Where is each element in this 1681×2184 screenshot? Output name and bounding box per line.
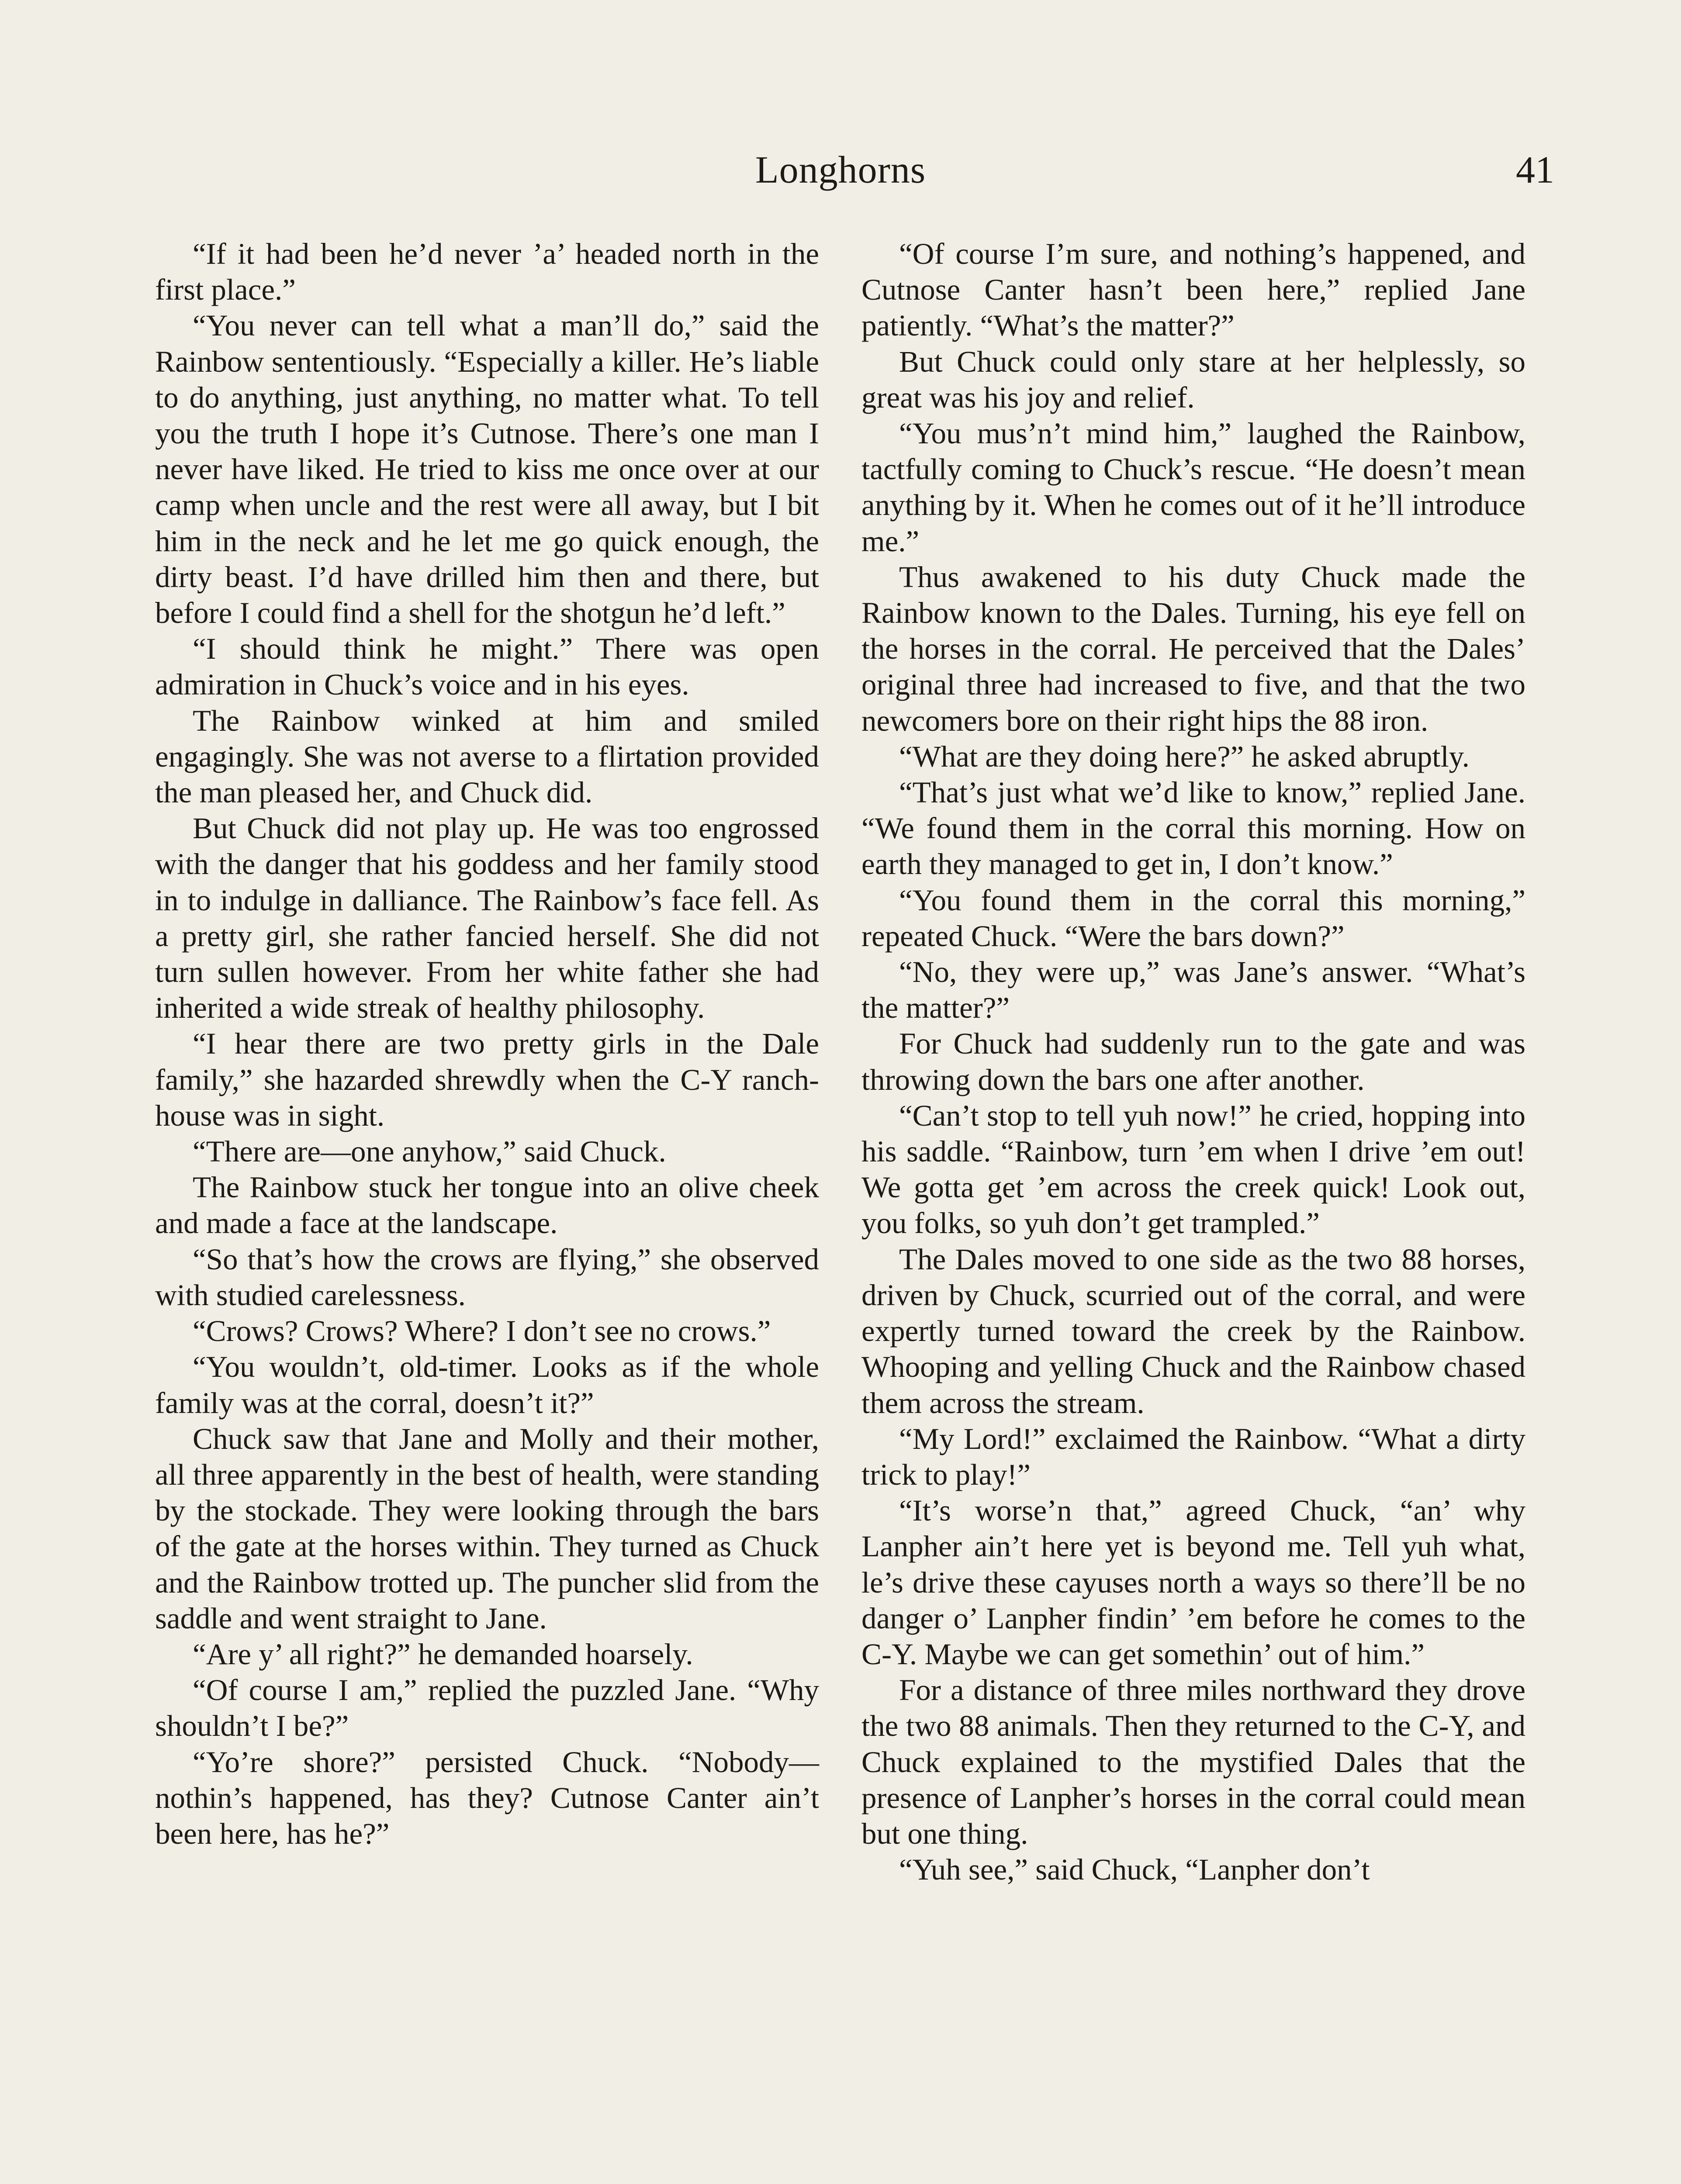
paragraph: The Dales moved to one side as the two 88 horses, driven by Chuck, scurried out of the corral, and were expertly turned toward the creek by the Rainbow. Whooping and yelling Chuck and the Rainbow chased them across the stream.	[861, 1242, 1525, 1420]
running-title: Longhorns	[755, 149, 926, 191]
paragraph: The Rainbow winked at him and smiled engagingly. She was not averse to a flirtation provided the man pleased her, and Chuck did.	[155, 704, 819, 809]
page-header	[0, 144, 1681, 197]
paragraph: “There are—one anyhow,” said Chuck.	[193, 1135, 666, 1168]
paragraph: “I hear there are two pretty girls in the Dale family,” she hazarded shrewdly when the C-Y ranch-house was in sight.	[155, 1027, 819, 1132]
paragraph: “Can’t stop to tell yuh now!” he cried, hopping into his saddle. “Rainbow, turn ’em when I drive ’em out! We gotta get ’em across the creek quick! Look out, you folks, so yuh don’t get trampled.”	[861, 1099, 1525, 1240]
paragraph: “It’s worse’n that,” agreed Chuck, “an’ why Lanpher ain’t here yet is beyond me. Tell yuh what, le’s drive these cayuses north a ways so there’ll be no danger o’ Lanpher findin’ ’em before he comes to the C-Y. Maybe we can get somethin’ out of him.”	[861, 1494, 1525, 1671]
paragraph: For a distance of three miles northward they drove the two 88 animals. Then they returned to the C-Y, and Chuck explained to the mystified Dales that the presence of Lanpher’s horses in the corral could mean but one thing.	[861, 1673, 1525, 1850]
left-column	[155, 236, 819, 1852]
paragraph: “Of course I am,” replied the puzzled Jane. “Why shouldn’t I be?”	[155, 1673, 819, 1743]
paragraph: “If it had been he’d never ’a’ headed north in the first place.”	[155, 237, 819, 307]
paragraph: For Chuck had suddenly run to the gate and was throwing down the bars one after another.	[861, 1027, 1525, 1096]
paragraph: Thus awakened to his duty Chuck made the Rainbow known to the Dales. Turning, his eye fell on the horses in the corral. He perceived that the Dales’ original three had increased to five, and that the two newcomers bore on their right hips the 88 iron.	[861, 560, 1525, 737]
paragraph: “That’s just what we’d like to know,” replied Jane. “We found them in the corral this morning. How on earth they managed to get in, I don’t know.”	[861, 776, 1525, 881]
page-number: 41	[1516, 149, 1554, 191]
paragraph: Chuck saw that Jane and Molly and their mother, all three apparently in the best of health, were standing by the stockade. They were looking through the bars of the gate at the horses within. They turned as Chuck and the Rainbow trotted up. The puncher slid from the saddle and went straight to Jane.	[155, 1422, 819, 1635]
paragraph: “My Lord!” exclaimed the Rainbow. “What a dirty trick to play!”	[861, 1422, 1525, 1491]
paragraph: “So that’s how the crows are flying,” she observed with studied carelessness.	[155, 1242, 819, 1312]
paragraph: “You mus’n’t mind him,” laughed the Rainbow, tactfully coming to Chuck’s rescue. “He doesn’t mean anything by it. When he comes out of it he’ll introduce me.”	[861, 417, 1525, 558]
paragraph: But Chuck did not play up. He was too engrossed with the danger that his goddess and her family stood in to indulge in dalliance. The Rainbow’s face fell. As a pretty girl, she rather fancied herself. She did not turn sullen however. From her white father she had inherited a wide streak of healthy philosophy.	[155, 812, 819, 1025]
paragraph: “Yuh see,” said Chuck, “Lanpher don’t	[899, 1853, 1370, 1887]
paragraph: “Are y’ all right?” he demanded hoarsely.	[193, 1637, 693, 1671]
paragraph: “I should think he might.” There was open admiration in Chuck’s voice and in his eyes.	[155, 632, 819, 702]
paragraph: “Crows? Crows? Where? I don’t see no crows.”	[193, 1314, 771, 1348]
paragraph: “No, they were up,” was Jane’s answer. “What’s the matter?”	[861, 955, 1525, 1025]
paragraph: “Yo’re shore?” persisted Chuck. “Nobody—nothin’s happened, has they? Cutnose Canter ain’t been here, has he?”	[155, 1745, 819, 1850]
paragraph: “You wouldn’t, old-timer. Looks as if the whole family was at the corral, doesn’t it?”	[155, 1350, 819, 1420]
paragraph: “You never can tell what a man’ll do,” said the Rainbow sententiously. “Especially a killer. He’s liable to do anything, just anything, no matter what. To tell you the truth I hope it’s Cutnose. There’s one man I never have liked. He tried to kiss me once over at our camp when uncle and the rest were all away, but I bit him in the neck and he let me go quick enough, the dirty beast. I’d have drilled him then and there, but before I could find a shell for the shotgun he’d left.”	[155, 309, 819, 630]
paragraph: But Chuck could only stare at her helplessly, so great was his joy and relief.	[861, 345, 1525, 414]
paragraph: “You found them in the corral this morning,” repeated Chuck. “Were the bars down?”	[861, 883, 1525, 953]
right-column	[861, 236, 1525, 1887]
paragraph: “Of course I’m sure, and nothing’s happened, and Cutnose Canter hasn’t been here,” replied Jane patiently. “What’s the matter?”	[861, 237, 1525, 342]
paragraph: “What are they doing here?” he asked abruptly.	[899, 740, 1470, 773]
paragraph: The Rainbow stuck her tongue into an olive cheek and made a face at the landscape.	[155, 1171, 819, 1240]
